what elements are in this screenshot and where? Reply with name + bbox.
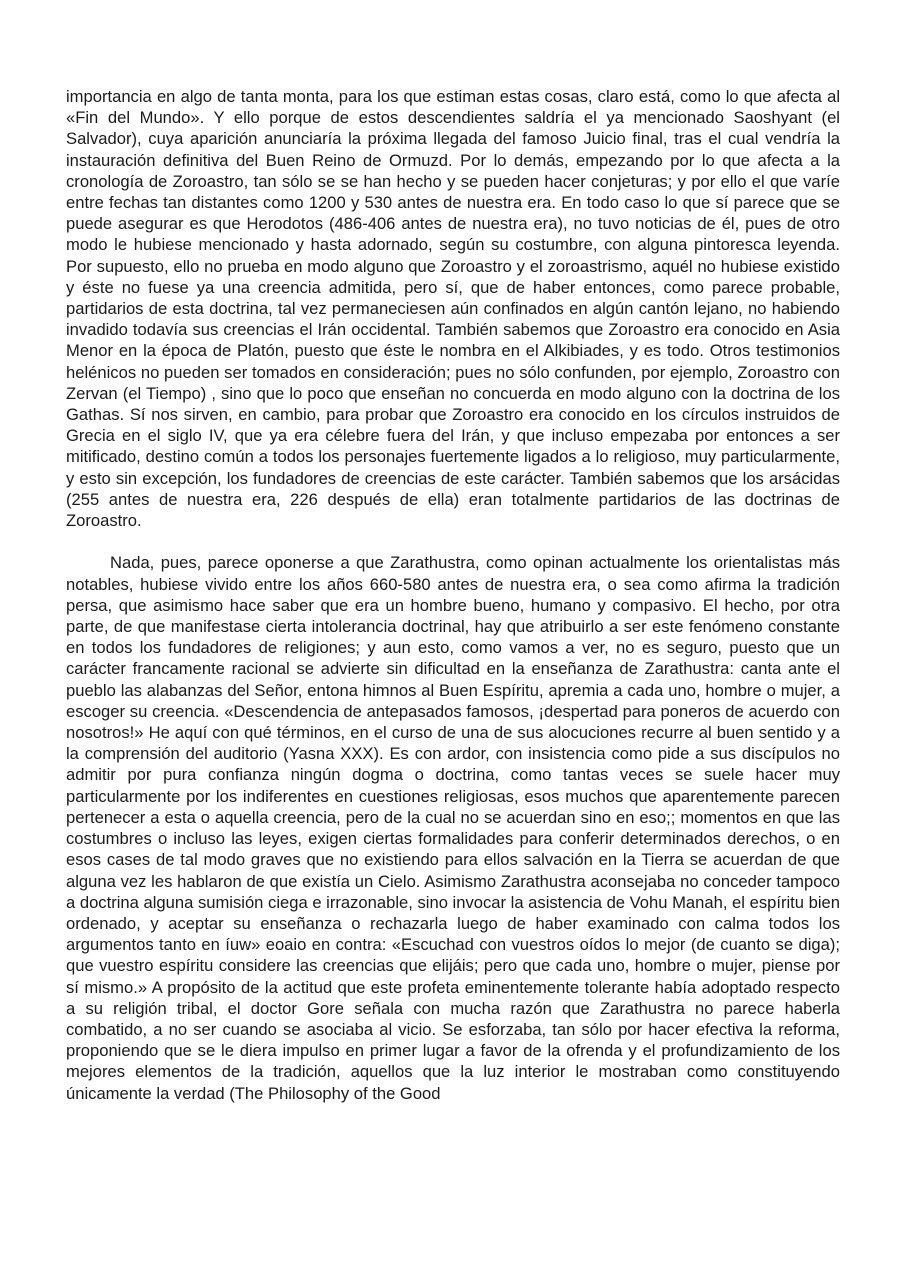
document-page bbox=[66, 86, 840, 1104]
paragraph-zoroastro-cronologia: importancia en algo de tanta monta, para los que estiman estas cosas, claro está, como lo que afecta al «Fin del Mundo». Y ello porque de estos descendientes saldría el ya mencionado Saoshyant (el Salvador), cuya aparición anunciaría la próxima llegada del famoso Juicio final, tras el cual vendría la instauración definitiva del Buen Reino de Ormuzd. Por lo demás, empezando por lo que afecta a la cronología de Zoroastro, tan sólo se se han hecho y se pueden hacer conjeturas; y por ello el que varíe entre fechas tan distantes como 1200 y 530 antes de nuestra era. En todo caso lo que sí parece que se puede asegurar es que Herodotos (486-406 antes de nuestra era), no tuvo noticias de él, pues de otro modo le hubiese mencionado y hasta adornado, según su costumbre, con alguna pintoresca leyenda. Por supuesto, ello no prueba en modo alguno que Zoroastro y el zoroastrismo, aquél no hubiese existido y éste no fuese ya una creencia admitida, pero sí, que de haber entonces, como parece probable, partidarios de esta doctrina, tal vez permaneciesen aún confinados en algún cantón lejano, no habiendo invadido todavía sus creencias el Irán occidental. También sabemos que Zoroastro era conocido en Asia Menor en la época de Platón, puesto que éste le nombra en el Alkibiades, y es todo. Otros testimonios helénicos no pueden ser tomados en consideración; pues no sólo confunden, por ejemplo, Zoroastro con Zervan (el Tiempo) , sino que lo poco que enseñan no concuerda en modo alguno con la doctrina de los Gathas. Sí nos sirven, en cambio, para probar que Zoroastro era conocido en los círculos instruidos de Grecia en el siglo IV, que ya era célebre fuera del Irán, y que incluso empezaba por entonces a ser mitificado, destino común a todos los personajes fuertemente ligados a lo religioso, muy particularmente, y esto sin excepción, los fundadores de creencias de este carácter. También sabemos que los arsácidas (255 antes de nuestra era, 226 después de ella) eran totalmente partidarios de las doctrinas de Zoroastro. bbox=[66, 87, 840, 531]
paragraph-zarathustra-tolerancia: Nada, pues, parece oponerse a que Zarathustra, como opinan actualmente los orientalistas más notables, hubiese vivido entre los años 660-580 antes de nuestra era, o sea como afirma la tradición persa, que asimismo hace saber que era un hombre bueno, humano y compasivo. El hecho, por otra parte, de que manifestase cierta intolerancia doctrinal, hay que atribuirlo a ser este fenómeno constante en todos los fundadores de religiones; y aun esto, como vamos a ver, no es seguro, puesto que un carácter francamente racional se advierte sin dificultad en la enseñanza de Zarathustra: canta ante el pueblo las alabanzas del Señor, entona himnos al Buen Espíritu, apremia a cada uno, hombre o mujer, a escoger su creencia. «Descendencia de antepasados famosos, ¡despertad para poneros de acuerdo con nosotros!» He aquí con qué términos, en el curso de una de sus alocuciones recurre al buen sentido y a la comprensión del auditorio (Yasna XXX). Es con ardor, con insistencia como pide a sus discípulos no admitir por pura confianza ningún dogma o doctrina, como tantas veces se suele hacer muy particularmente por los indiferentes en cuestiones religiosas, esos muchos que aparentemente parecen pertenecer a esta o aquella creencia, pero de la cual no se acuerdan sino en eso;; momentos en que las costumbres o incluso las leyes, exigen ciertas formalidades para conferir determinados derechos, o en esos cases de tal modo graves que no existiendo para ellos salvación en la Tierra se acuerdan de que alguna vez les hablaron de que existía un Cielo. Asimismo Zarathustra aconsejaba no conceder tampoco a doctrina alguna sumisión ciega e irrazonable, sino invocar la asistencia de Vohu Manah, el espíritu bien ordenado, y aceptar su enseñanza o rechazarla luego de haber examinado con calma todos los argumentos tanto en íuw» eoaio en contra: «Escuchad con vuestros oídos lo mejor (de cuanto se diga); que vuestro espíritu considere las creencias que elijáis; pero que cada uno, hombre o mujer, piense por sí mismo.» A propósito de la actitud que este profeta eminentemente tolerante había adoptado respecto a su religión tribal, el doctor Gore señala con mucha razón que Zarathustra no parece haberla combatido, a no ser cuando se asociaba al vicio. Se esforzaba, tan sólo por hacer efectiva la reforma, proponiendo que se le diera impulso en primer lugar a favor de la ofrenda y el profundizamiento de los mejores elementos de la tradición, aquellos que la luz interior le mostraban como constituyendo únicamente la verdad (The Philosophy of the Good bbox=[66, 553, 840, 1103]
